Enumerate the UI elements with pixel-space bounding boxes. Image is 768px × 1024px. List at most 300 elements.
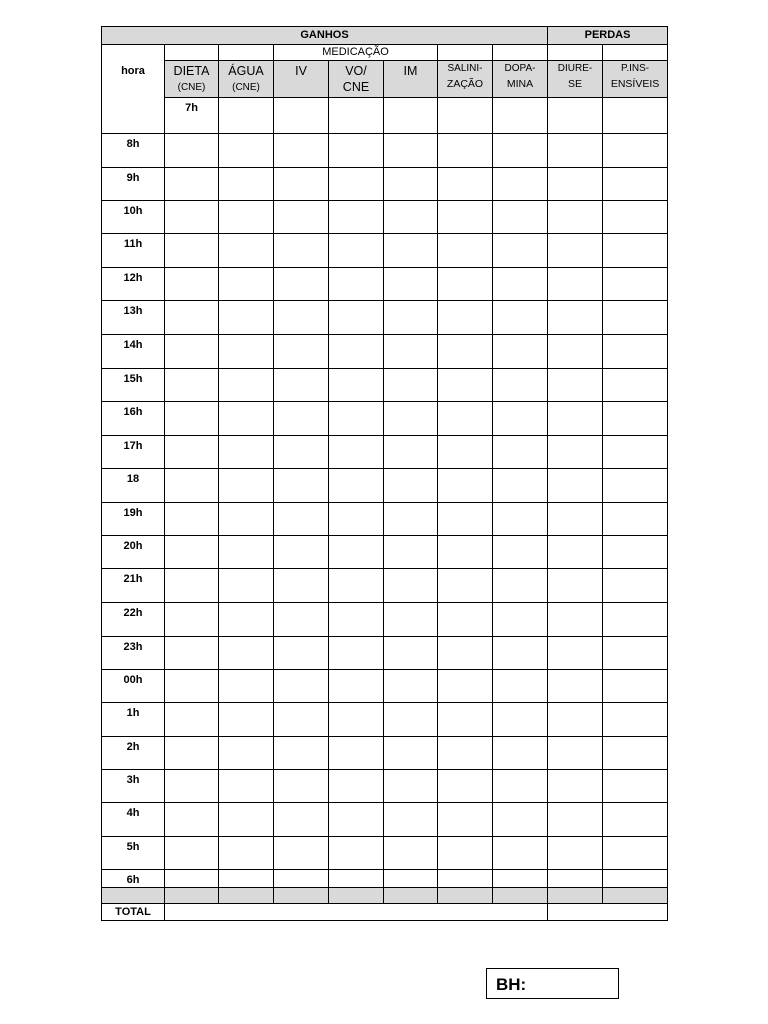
hour-label: 5h [102,837,165,870]
entry-cell[interactable] [165,503,219,536]
entry-cell[interactable] [219,737,274,770]
entry-cell[interactable] [438,469,493,503]
entry-cell[interactable] [438,703,493,737]
hour-row [102,98,668,134]
hour-row [102,402,668,436]
hour-label: 9h [102,168,165,201]
entry-cell[interactable] [384,436,438,469]
entry-cell[interactable] [384,369,438,402]
entry-cell[interactable] [548,569,603,603]
entry-cell[interactable] [219,168,274,201]
entry-cell[interactable] [219,234,274,268]
entry-cell[interactable] [384,503,438,536]
entry-cell[interactable] [165,603,219,637]
column-sublabel: MINA [506,78,534,90]
entry-cell[interactable] [548,436,603,469]
column-header-salinizacao [438,61,493,98]
hour-label: 16h [102,402,165,436]
subtotal-cell [329,888,384,904]
entry-cell[interactable] [603,569,668,603]
entry-cell[interactable] [329,335,384,369]
entry-cell[interactable] [219,870,274,888]
entry-cell[interactable] [329,201,384,234]
entry-cell[interactable] [548,402,603,436]
entry-cell[interactable] [219,503,274,536]
balance-box [486,968,619,999]
entry-cell[interactable] [384,670,438,703]
entry-cell[interactable] [548,637,603,670]
entry-cell[interactable] [274,268,329,301]
entry-cell[interactable] [548,469,603,503]
hour-label: 15h [102,369,165,402]
entry-cell[interactable] [384,234,438,268]
entry-cell[interactable] [493,670,548,703]
entry-cell[interactable] [438,369,493,402]
entry-cell[interactable] [548,837,603,870]
hour-label: 21h [102,569,165,603]
entry-cell[interactable] [165,134,219,168]
entry-cell[interactable] [493,703,548,737]
entry-cell[interactable] [219,335,274,369]
entry-cell[interactable] [329,402,384,436]
entry-cell[interactable] [329,301,384,335]
entry-cell[interactable] [384,402,438,436]
entry-cell[interactable] [165,737,219,770]
entry-cell[interactable] [493,402,548,436]
hour-label: 14h [102,335,165,369]
hour-label: 12h [102,268,165,301]
entry-cell[interactable] [438,670,493,703]
column-sublabel: (CNE) [232,82,260,93]
entry-cell[interactable] [329,436,384,469]
entry-cell[interactable] [438,569,493,603]
hour-row [102,637,668,670]
entry-cell[interactable] [438,168,493,201]
entry-cell[interactable] [384,569,438,603]
entry-cell[interactable] [493,134,548,168]
hour-label: 11h [102,234,165,268]
entry-cell[interactable] [603,201,668,234]
entry-cell[interactable] [603,637,668,670]
entry-cell[interactable] [274,134,329,168]
entry-cell[interactable] [493,569,548,603]
entry-cell[interactable] [219,703,274,737]
hour-row [102,168,668,201]
hour-row [102,536,668,569]
column-label: SALINI- [447,63,483,74]
entry-cell[interactable] [274,837,329,870]
entry-cell[interactable] [493,234,548,268]
hour-label: 23h [102,637,165,670]
entry-cell[interactable] [274,98,329,134]
column-label: DIURE- [557,63,593,74]
entry-cell[interactable] [384,803,438,837]
column-label: P.INS- [620,63,650,74]
hora-header: hora [102,45,165,134]
hour-row [102,335,668,369]
entry-cell[interactable] [438,402,493,436]
entry-cell[interactable] [384,268,438,301]
gains-header: GANHOS [102,27,548,45]
entry-cell[interactable] [548,503,603,536]
entry-cell[interactable] [165,402,219,436]
entry-cell[interactable] [219,603,274,637]
subtotal-cell [603,888,668,904]
hour-row [102,737,668,770]
hour-row [102,770,668,803]
entry-cell[interactable] [274,803,329,837]
column-label: VO/ [345,64,367,78]
column-header-diurese [548,61,603,98]
entry-cell[interactable] [329,536,384,569]
entry-cell[interactable] [438,870,493,888]
entry-cell[interactable] [548,335,603,369]
entry-cell[interactable] [548,870,603,888]
entry-cell[interactable] [329,603,384,637]
total-gains-cell[interactable] [165,904,548,921]
hour-row [102,703,668,737]
entry-cell[interactable] [384,469,438,503]
hour-row [102,803,668,837]
entry-cell[interactable] [329,469,384,503]
blank-header-cell [165,45,219,61]
entry-cell[interactable] [493,335,548,369]
entry-cell[interactable] [384,536,438,569]
column-sublabel: ZAÇÃO [446,78,484,90]
entry-cell[interactable] [274,436,329,469]
column-sublabel: CNE [342,80,370,94]
blank-header-cell [493,45,548,61]
entry-cell[interactable] [165,201,219,234]
entry-cell[interactable] [274,603,329,637]
entry-cell[interactable] [438,770,493,803]
entry-cell[interactable] [384,134,438,168]
entry-cell[interactable] [329,670,384,703]
entry-cell[interactable] [219,670,274,703]
entry-cell[interactable] [438,234,493,268]
entry-cell[interactable] [219,803,274,837]
entry-cell[interactable] [274,870,329,888]
hour-row [102,234,668,268]
entry-cell[interactable] [165,268,219,301]
column-header-iv [274,61,329,98]
blank-header-cell [603,45,668,61]
entry-cell[interactable] [603,603,668,637]
entry-cell[interactable] [274,335,329,369]
entry-cell[interactable] [603,369,668,402]
entry-cell[interactable] [438,503,493,536]
entry-cell[interactable] [493,168,548,201]
entry-cell[interactable] [548,301,603,335]
entry-cell[interactable] [329,737,384,770]
column-header-vo-cne [329,61,384,98]
entry-cell[interactable] [274,703,329,737]
entry-cell[interactable] [165,803,219,837]
blank-header-cell [438,45,493,61]
entry-cell[interactable] [603,469,668,503]
entry-cell[interactable] [165,536,219,569]
entry-cell[interactable] [329,770,384,803]
column-header-dieta [165,61,219,98]
entry-cell[interactable] [165,469,219,503]
fluid-balance-table [101,26,668,921]
hour-label: 4h [102,803,165,837]
entry-cell[interactable] [603,436,668,469]
entry-cell[interactable] [493,837,548,870]
entry-cell[interactable] [603,803,668,837]
entry-cell[interactable] [165,670,219,703]
entry-cell[interactable] [493,737,548,770]
entry-cell[interactable] [274,670,329,703]
entry-cell[interactable] [384,201,438,234]
entry-cell[interactable] [219,469,274,503]
entry-cell[interactable] [329,503,384,536]
entry-cell[interactable] [329,369,384,402]
entry-cell[interactable] [274,503,329,536]
entry-cell[interactable] [438,837,493,870]
entry-cell[interactable] [219,536,274,569]
entry-cell[interactable] [274,369,329,402]
entry-cell[interactable] [219,301,274,335]
hour-label: 18 [102,469,165,503]
hour-label: 2h [102,737,165,770]
hour-label: 7h [165,98,219,134]
entry-cell[interactable] [329,837,384,870]
entry-cell[interactable] [274,737,329,770]
hour-row [102,436,668,469]
entry-cell[interactable] [165,168,219,201]
entry-cell[interactable] [384,603,438,637]
column-label: IM [403,64,418,78]
hour-label: 8h [102,134,165,168]
entry-cell[interactable] [274,301,329,335]
entry-cell[interactable] [438,268,493,301]
total-losses-cell[interactable] [548,904,668,921]
medication-header: MEDICAÇÃO [274,45,438,61]
entry-cell[interactable] [438,637,493,670]
entry-cell[interactable] [548,703,603,737]
hour-row [102,301,668,335]
entry-cell[interactable] [329,870,384,888]
entry-cell[interactable] [493,503,548,536]
entry-cell[interactable] [274,234,329,268]
hour-label: 3h [102,770,165,803]
entry-cell[interactable] [493,770,548,803]
entry-cell[interactable] [438,737,493,770]
hour-row [102,870,668,888]
entry-cell[interactable] [274,569,329,603]
hour-row [102,268,668,301]
entry-cell[interactable] [219,637,274,670]
entry-cell[interactable] [603,234,668,268]
entry-cell[interactable] [548,98,603,134]
entry-cell[interactable] [165,301,219,335]
entry-cell[interactable] [548,803,603,837]
column-header-dopamina [493,61,548,98]
entry-cell[interactable] [329,637,384,670]
entry-cell[interactable] [438,335,493,369]
entry-cell[interactable] [219,436,274,469]
hour-row [102,503,668,536]
entry-cell[interactable] [438,803,493,837]
entry-cell[interactable] [329,268,384,301]
entry-cell[interactable] [384,98,438,134]
entry-cell[interactable] [603,870,668,888]
entry-cell[interactable] [548,603,603,637]
entry-cell[interactable] [329,569,384,603]
entry-cell[interactable] [165,770,219,803]
entry-cell[interactable] [165,436,219,469]
column-header-perdas-insensiveis [603,61,668,98]
entry-cell[interactable] [603,503,668,536]
entry-cell[interactable] [165,637,219,670]
entry-cell[interactable] [165,335,219,369]
entry-cell[interactable] [219,268,274,301]
entry-cell[interactable] [219,837,274,870]
hour-row [102,134,668,168]
entry-cell[interactable] [548,536,603,569]
entry-cell[interactable] [438,603,493,637]
hour-row [102,670,668,703]
entry-cell[interactable] [438,98,493,134]
hour-label: 00h [102,670,165,703]
entry-cell[interactable] [493,201,548,234]
entry-cell[interactable] [603,837,668,870]
subtotal-cell [274,888,329,904]
entry-cell[interactable] [219,369,274,402]
entry-cell[interactable] [548,737,603,770]
entry-cell[interactable] [493,268,548,301]
entry-cell[interactable] [548,168,603,201]
entry-cell[interactable] [219,98,274,134]
entry-cell[interactable] [329,703,384,737]
total-row [102,904,668,921]
entry-cell[interactable] [274,168,329,201]
entry-cell[interactable] [384,737,438,770]
entry-cell[interactable] [274,536,329,569]
entry-cell[interactable] [384,770,438,803]
entry-cell[interactable] [603,670,668,703]
entry-cell[interactable] [165,703,219,737]
entry-cell[interactable] [603,335,668,369]
hour-row [102,201,668,234]
entry-cell[interactable] [384,335,438,369]
total-label: TOTAL [102,904,165,921]
entry-cell[interactable] [548,134,603,168]
entry-cell[interactable] [329,168,384,201]
entry-cell[interactable] [438,436,493,469]
entry-cell[interactable] [603,737,668,770]
entry-cell[interactable] [548,268,603,301]
entry-cell[interactable] [384,837,438,870]
hour-label: 20h [102,536,165,569]
entry-cell[interactable] [219,134,274,168]
losses-header: PERDAS [548,27,668,45]
entry-cell[interactable] [493,436,548,469]
entry-cell[interactable] [384,870,438,888]
entry-cell[interactable] [165,234,219,268]
hour-row [102,369,668,402]
entry-cell[interactable] [438,134,493,168]
entry-cell[interactable] [493,469,548,503]
entry-cell[interactable] [603,134,668,168]
subtotal-cell [102,888,165,904]
entry-cell[interactable] [165,569,219,603]
entry-cell[interactable] [438,201,493,234]
entry-cell[interactable] [493,803,548,837]
entry-cell[interactable] [219,402,274,436]
entry-cell[interactable] [274,201,329,234]
entry-cell[interactable] [493,98,548,134]
entry-cell[interactable] [493,870,548,888]
entry-cell[interactable] [384,301,438,335]
entry-cell[interactable] [274,469,329,503]
entry-cell[interactable] [219,201,274,234]
entry-cell[interactable] [493,301,548,335]
entry-cell[interactable] [603,168,668,201]
subtotal-cell [219,888,274,904]
subtotal-cell [548,888,603,904]
hour-row [102,569,668,603]
entry-cell[interactable] [274,637,329,670]
entry-cell[interactable] [603,268,668,301]
entry-cell[interactable] [603,703,668,737]
entry-cell[interactable] [603,536,668,569]
entry-cell[interactable] [329,134,384,168]
column-label: IV [295,64,307,78]
entry-cell[interactable] [165,369,219,402]
entry-cell[interactable] [384,703,438,737]
entry-cell[interactable] [548,234,603,268]
entry-cell[interactable] [219,569,274,603]
entry-cell[interactable] [438,301,493,335]
hour-label: 1h [102,703,165,737]
entry-cell[interactable] [329,803,384,837]
subtotal-row [102,888,668,904]
entry-cell[interactable] [548,369,603,402]
entry-cell[interactable] [219,770,274,803]
entry-cell[interactable] [548,670,603,703]
entry-cell[interactable] [603,402,668,436]
entry-cell[interactable] [548,201,603,234]
entry-cell[interactable] [493,536,548,569]
entry-cell[interactable] [548,770,603,803]
entry-cell[interactable] [274,402,329,436]
entry-cell[interactable] [603,98,668,134]
entry-cell[interactable] [165,870,219,888]
entry-cell[interactable] [329,234,384,268]
entry-cell[interactable] [384,637,438,670]
hour-label: 17h [102,436,165,469]
entry-cell[interactable] [329,98,384,134]
entry-cell[interactable] [493,369,548,402]
entry-cell[interactable] [603,770,668,803]
hour-row [102,603,668,637]
column-label: DOPA- [504,63,536,74]
entry-cell[interactable] [384,168,438,201]
entry-cell[interactable] [274,770,329,803]
entry-cell[interactable] [438,536,493,569]
hour-row [102,469,668,503]
subtotal-cell [384,888,438,904]
entry-cell[interactable] [603,301,668,335]
column-header-im [384,61,438,98]
entry-cell[interactable] [493,603,548,637]
entry-cell[interactable] [493,637,548,670]
entry-cell[interactable] [165,837,219,870]
column-sublabel: SE [568,78,583,90]
hour-label: 6h [102,870,165,888]
